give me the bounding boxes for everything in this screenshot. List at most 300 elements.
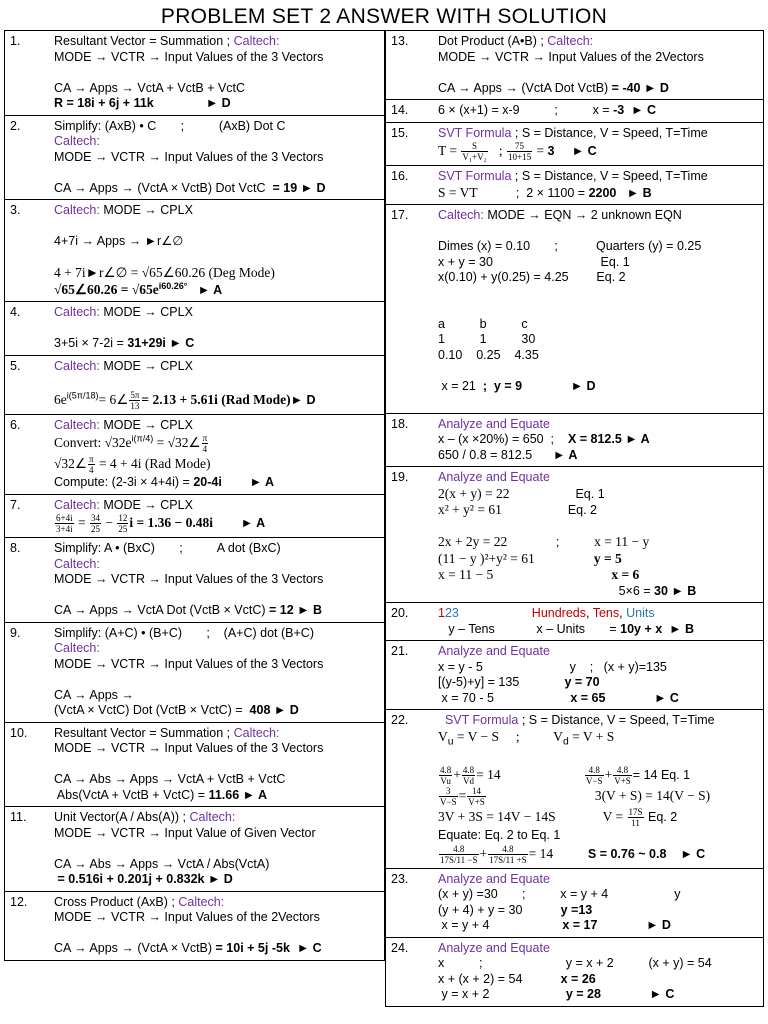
text-segment: MODE → CPLX xyxy=(99,358,193,373)
solution-line xyxy=(438,903,759,919)
text-segment: CA → Apps → VctA Dot (VctB × VctC) xyxy=(54,603,270,617)
text-segment: CA → Apps → (VctA × VctB) xyxy=(54,941,216,955)
solution-line xyxy=(54,359,380,375)
numerator: 4.8 xyxy=(462,765,475,775)
solution-line xyxy=(54,657,380,673)
text-segment: 2 xyxy=(444,606,452,620)
solution-body xyxy=(386,31,763,99)
problem-20 xyxy=(386,603,763,641)
solution-body xyxy=(386,414,763,467)
text-segment: = √32∠ xyxy=(153,434,201,450)
text-segment: √32∠ xyxy=(54,455,88,471)
solution-line xyxy=(54,726,380,742)
solution-line xyxy=(438,270,759,286)
solution-line xyxy=(54,872,380,888)
solution-line xyxy=(438,534,759,551)
text-segment: 30 ► B xyxy=(654,583,697,598)
text-segment: = 0.516i + 0.201j + 0.832k ► D xyxy=(54,872,233,886)
text-segment: MODE → VCTR → Input Values of the 3 Vectors xyxy=(54,572,324,586)
solution-line xyxy=(438,239,759,255)
problem-number: 15. xyxy=(391,125,409,140)
solution-line xyxy=(438,807,759,828)
numerator: 4.8 xyxy=(585,765,604,776)
denominator: Vd xyxy=(463,776,474,786)
problem-10 xyxy=(5,723,384,808)
solution-body xyxy=(5,302,384,355)
solution-line xyxy=(438,169,759,185)
solution-line xyxy=(54,626,380,642)
text-segment: MODE → VCTR → Input Value of Given Vector xyxy=(54,825,316,840)
solution-line xyxy=(54,603,380,619)
solution-line xyxy=(438,622,759,638)
text-segment: x = y + 4 xyxy=(438,918,563,932)
solution-line xyxy=(54,305,380,321)
problem-number: 13. xyxy=(391,34,409,48)
method-label: Analyze and Equate xyxy=(438,470,550,484)
text-segment: , xyxy=(619,606,627,620)
text-segment: 408 ► D xyxy=(249,703,299,717)
text-segment: T = xyxy=(438,142,461,158)
denominator: 3+4i xyxy=(56,524,73,534)
solution-line xyxy=(54,265,380,282)
text-segment: i = 1.36 − 0.48i xyxy=(129,514,213,530)
text-segment: x(0.10) + y(0.25) = 4.25 Eq. 2 xyxy=(438,270,626,284)
text-segment: Dot Product (A•B) ; xyxy=(438,34,548,48)
fraction xyxy=(439,844,479,865)
text-segment: = xyxy=(533,142,548,158)
numerator: 6+4i xyxy=(56,513,73,523)
solution-line xyxy=(438,255,759,271)
method-label: Caltech: xyxy=(438,208,484,222)
solution-line xyxy=(438,224,759,240)
solution-line xyxy=(438,729,759,750)
text-segment: CA → Abs → Apps → VctA + VctB + VctC xyxy=(54,772,286,786)
problem-5 xyxy=(5,356,384,415)
problem-number: 5. xyxy=(10,358,21,373)
denominator: 25 xyxy=(90,524,100,534)
text-segment: a b c xyxy=(438,316,528,331)
solution-line xyxy=(438,567,759,584)
problem-14 xyxy=(386,100,763,123)
text-segment: y – Tens x – Units = xyxy=(438,621,621,636)
problem-15 xyxy=(386,123,763,167)
problem-number: 3. xyxy=(10,203,21,217)
denominator: 17S/11 −S xyxy=(440,854,478,865)
text-segment: Convert: √32e xyxy=(54,434,132,450)
solution-line xyxy=(438,317,759,333)
problem-number: 16. xyxy=(391,169,409,183)
method-label: Caltech: xyxy=(233,725,280,740)
solution-line xyxy=(54,572,380,588)
solution-body xyxy=(5,200,384,301)
text-segment xyxy=(501,768,584,782)
problem-number: 10. xyxy=(10,725,28,740)
text-segment: ► D xyxy=(153,96,231,110)
solution-line xyxy=(438,765,759,786)
fraction xyxy=(202,433,209,454)
solution-line xyxy=(54,150,380,166)
text-segment: u xyxy=(447,736,454,747)
solution-line xyxy=(438,208,759,224)
solution-body xyxy=(5,116,384,200)
text-segment: 3(V + S) = 14(V − S) xyxy=(486,787,711,803)
text-segment xyxy=(459,606,532,620)
solution-line xyxy=(438,185,759,202)
text-segment: Hundreds xyxy=(531,606,586,620)
text-segment: ; S = Distance, V = Speed, T=Time xyxy=(511,125,708,140)
solution-line xyxy=(438,379,759,395)
text-segment: ► C xyxy=(600,987,675,1001)
numerator: 17S xyxy=(628,807,643,817)
problem-number: 20. xyxy=(391,606,409,620)
problem-24 xyxy=(386,938,763,1006)
solution-line xyxy=(438,417,759,433)
fraction xyxy=(55,513,74,534)
numerator: 4.8 xyxy=(488,844,528,855)
text-segment: ► A xyxy=(187,282,223,297)
solution-line xyxy=(54,165,380,181)
method-label: Caltech: xyxy=(54,358,100,373)
right-column xyxy=(385,30,764,1007)
method-label: Analyze and Equate xyxy=(438,871,550,886)
text-segment: 10y + x ► B xyxy=(620,621,695,636)
problem-number: 9. xyxy=(10,625,21,640)
solution-line xyxy=(54,926,380,942)
text-segment: 3 xyxy=(451,606,459,620)
solution-line xyxy=(54,688,380,704)
solution-body xyxy=(386,938,763,1006)
fraction xyxy=(117,513,128,534)
method-label: SVT Formula xyxy=(438,125,512,140)
problem-21 xyxy=(386,641,763,710)
text-segment: (y + 4) + y = 30 xyxy=(438,902,561,917)
text-segment: + xyxy=(479,845,488,861)
text-segment: MODE → VCTR → Input Values of the 2Vectors xyxy=(54,910,320,924)
text-segment: (11 − y )²+y² = 61 xyxy=(438,550,535,566)
problem-11 xyxy=(5,807,384,892)
solution-line xyxy=(54,134,380,150)
text-segment: ; y = 9 xyxy=(482,378,523,393)
text-segment: V = xyxy=(555,808,627,824)
problem-7 xyxy=(5,495,384,539)
text-segment: S = 0.76 ~ 0.8 ► C xyxy=(587,846,706,861)
denominator: 10+15 xyxy=(508,152,532,162)
text-segment: ► C xyxy=(605,690,679,705)
solution-body xyxy=(386,123,763,166)
denominator: 25 xyxy=(118,524,128,534)
text-segment xyxy=(535,552,594,566)
text-segment: x = 70 - 5 xyxy=(438,690,571,705)
solution-line xyxy=(54,181,380,197)
text-segment: Resultant Vector = Summation ; xyxy=(54,725,234,740)
text-segment: ; xyxy=(507,535,595,549)
solution-line xyxy=(54,50,380,66)
text-segment: 1 1 30 xyxy=(438,332,536,346)
text-segment: 0.10 0.25 4.35 xyxy=(438,347,539,362)
fraction xyxy=(628,807,644,828)
text-segment: Dimes (x) = 0.10 ; Quarters (y) = 0.25 xyxy=(438,239,702,253)
numerator: π xyxy=(89,454,94,464)
method-label: Caltech: xyxy=(178,894,225,909)
solution-line xyxy=(438,786,759,807)
text-segment: ► D xyxy=(522,378,596,393)
text-segment: Abs(VctA + VctB + VctC) = xyxy=(54,787,209,802)
text-segment: d xyxy=(562,736,569,747)
solution-line xyxy=(54,234,380,250)
numerator: 14 xyxy=(467,786,486,797)
solution-line xyxy=(438,750,759,766)
text-segment: ; S = Distance, V = Speed, T=Time xyxy=(518,713,715,727)
text-segment: -3 ► C xyxy=(613,103,656,117)
text-segment: + xyxy=(604,766,613,782)
text-segment: 1 xyxy=(438,606,445,620)
fraction xyxy=(585,765,604,786)
text-segment: y =13 xyxy=(560,902,593,917)
text-segment: X = 812.5 ► A xyxy=(567,432,650,446)
problem-number: 1. xyxy=(10,34,21,48)
problem-number: 22. xyxy=(391,713,409,727)
text-segment: ► D xyxy=(597,918,671,932)
solution-body xyxy=(386,100,763,122)
text-segment: ► A xyxy=(553,447,578,462)
text-segment: ; 2 × 1100 = xyxy=(477,185,589,200)
text-segment: x² + y² = 61 xyxy=(438,502,502,517)
text-segment: MODE → VCTR → Input Values of the 3 Vectors xyxy=(54,49,324,64)
text-segment: MODE → VCTR → Input Values of the 3 Vectors xyxy=(54,741,324,755)
text-segment: x + (x + 2) = 54 xyxy=(438,971,561,986)
solution-line xyxy=(54,390,380,411)
denominator: 11 xyxy=(631,818,640,828)
text-segment: = 14 xyxy=(528,845,554,861)
text-segment: = 6∠ xyxy=(98,391,129,407)
method-label: SVT Formula xyxy=(438,169,512,183)
text-segment: Compute: (2-3i × 4+4i) = xyxy=(54,475,194,489)
text-segment: Resultant Vector = Summation ; xyxy=(54,34,234,48)
denominator: 17S/11 +S xyxy=(489,854,527,865)
method-label: Caltech: xyxy=(547,34,594,48)
solution-line xyxy=(54,741,380,757)
method-label: Caltech: xyxy=(54,305,100,319)
text-segment: 11.66 ► A xyxy=(208,787,268,802)
text-segment: = 10i + 5j -5k ► C xyxy=(215,941,322,955)
solution-line xyxy=(54,810,380,826)
problem-4 xyxy=(5,302,384,356)
text-segment: MODE → CPLX xyxy=(99,305,193,319)
text-segment: = 2.13 + 5.61i (Rad Mode) xyxy=(141,391,291,407)
solution-line xyxy=(54,857,380,873)
text-segment: ► D xyxy=(290,392,316,407)
problem-number: 17. xyxy=(391,208,409,222)
fraction xyxy=(129,390,140,411)
text-segment: S = VT xyxy=(438,184,478,200)
solution-body xyxy=(386,603,763,640)
method-label: SVT Formula xyxy=(438,713,519,727)
solution-line xyxy=(438,691,759,707)
text-segment: CA → Apps → xyxy=(54,687,134,702)
solution-line xyxy=(438,872,759,888)
denominator: V+S xyxy=(468,797,485,807)
solution-body xyxy=(386,205,763,413)
numerator: 12 xyxy=(118,513,128,523)
fraction xyxy=(613,765,632,786)
fraction xyxy=(461,141,487,162)
text-segment: = 12 ► B xyxy=(269,603,323,617)
text-segment: x = 11 − y xyxy=(594,534,650,549)
problem-12 xyxy=(5,892,384,960)
solution-line xyxy=(438,918,759,934)
solution-body xyxy=(386,710,763,868)
solution-line xyxy=(438,394,759,410)
text-segment: x = 26 xyxy=(560,971,596,986)
text-segment: 4+7i → Apps → ►r∠∅ xyxy=(54,234,184,248)
method-label: Caltech: xyxy=(54,203,100,217)
solution-body xyxy=(5,31,384,115)
text-segment: 650 / 0.8 = 812.5 xyxy=(438,447,554,462)
solution-line xyxy=(54,672,380,688)
method-label: Analyze and Equate xyxy=(438,940,550,955)
fraction xyxy=(439,765,452,786)
solution-line xyxy=(438,887,759,903)
solution-line xyxy=(54,282,380,299)
text-segment: CA → Apps → (VctA Dot VctB) xyxy=(438,80,612,95)
text-segment: x – (x ×20%) = 650 ; xyxy=(438,432,568,446)
text-segment: 20-4i xyxy=(193,475,222,489)
text-segment: = 14 xyxy=(476,766,501,782)
text-segment: x ; y = x + 2 (x + y) = 54 xyxy=(438,956,712,970)
solution-line xyxy=(438,660,759,676)
solution-line xyxy=(438,363,759,379)
method-label: Caltech: xyxy=(189,810,236,824)
solution-line xyxy=(438,502,759,519)
solution-line xyxy=(438,956,759,972)
denominator: Vu xyxy=(440,776,451,786)
problem-2 xyxy=(5,116,384,201)
problem-9 xyxy=(5,623,384,723)
problem-number: 24. xyxy=(391,940,409,955)
text-segment: Tens xyxy=(592,606,620,620)
text-segment: MODE → VCTR → Input Values of the 3 Vectors xyxy=(54,656,324,671)
solution-body xyxy=(386,166,763,204)
solution-body xyxy=(5,623,384,722)
text-segment: 3 xyxy=(547,143,555,158)
text-segment: x = y - 5 y ; (x + y)=135 xyxy=(438,659,667,674)
text-segment: ► A xyxy=(221,475,275,489)
text-segment: , xyxy=(586,606,593,620)
fraction xyxy=(90,513,101,534)
solution-line xyxy=(438,941,759,957)
solution-line xyxy=(438,584,759,600)
numerator: 4.8 xyxy=(440,765,452,775)
solution-line xyxy=(54,374,380,390)
solution-line xyxy=(54,433,380,454)
text-segment: x + y = 30 Eq. 1 xyxy=(438,254,630,269)
solution-line xyxy=(438,50,759,66)
solution-line xyxy=(438,844,759,865)
denominator: 4 xyxy=(202,444,208,454)
method-label: Caltech: xyxy=(233,34,280,48)
text-segment: (x + y) =30 ; x = y + 4 y xyxy=(438,887,681,901)
text-segment: Simplify: (A+C) • (B+C) ; (A+C) dot (B+C) xyxy=(54,625,314,640)
solution-line xyxy=(438,126,759,142)
problem-23 xyxy=(386,869,763,938)
solution-line xyxy=(438,286,759,302)
solution-body xyxy=(5,495,384,538)
method-label: Analyze and Equate xyxy=(438,416,550,431)
solution-line xyxy=(54,757,380,773)
problem-number: 19. xyxy=(391,470,409,484)
solution-line xyxy=(438,987,759,1003)
text-segment: = -40 ► D xyxy=(611,80,669,95)
solution-line xyxy=(54,321,380,337)
solution-line xyxy=(438,34,759,50)
text-segment: Eq. 1 xyxy=(509,486,605,501)
text-segment: Cross Product (AxB) ; xyxy=(54,894,179,909)
denominator: V₁+V₂ xyxy=(462,152,487,162)
denominator: 4 xyxy=(89,465,94,475)
method-label: Caltech: xyxy=(54,497,100,512)
method-label: Analyze and Equate xyxy=(438,644,550,658)
text-segment: Simplify: A • (BxC) ; A dot (BxC) xyxy=(54,541,281,555)
numerator: 4.8 xyxy=(439,844,479,855)
numerator: 5π xyxy=(130,389,140,400)
solution-line xyxy=(438,141,759,162)
solution-line xyxy=(438,675,759,691)
numerator: S xyxy=(461,141,487,152)
text-segment: x = 6 xyxy=(611,567,640,582)
denominator: V−S xyxy=(585,776,603,786)
text-segment: = xyxy=(74,514,89,530)
text-segment: MODE → CPLX xyxy=(99,203,193,217)
text-segment: x = 11 − 5 xyxy=(438,567,494,582)
solution-line xyxy=(54,34,380,50)
text-segment: MODE → EQN → 2 unknown EQN xyxy=(483,208,682,222)
text-segment: MODE → CPLX xyxy=(99,497,193,512)
solution-line xyxy=(54,703,380,719)
solution-line xyxy=(54,96,380,112)
text-segment: Units xyxy=(626,606,655,620)
problem-number: 4. xyxy=(10,305,21,319)
text-segment: ► A xyxy=(212,515,266,530)
solution-line xyxy=(438,301,759,317)
text-segment: x = 17 xyxy=(562,918,598,932)
text-segment: CA → Abs → Apps → VctA / Abs(VctA) xyxy=(54,856,270,871)
text-segment: 2x + 2y = 22 xyxy=(438,534,508,549)
solution-line xyxy=(54,841,380,857)
solution-line xyxy=(54,826,380,842)
text-segment: 5×6 = xyxy=(438,583,655,598)
denominator: 13 xyxy=(130,400,140,411)
text-segment: = V − S ; V xyxy=(453,728,563,744)
text-segment: − xyxy=(101,514,117,530)
text-segment: = 19 ► D xyxy=(272,180,326,195)
text-segment: Unit Vector(A / Abs(A)) ; xyxy=(54,810,190,824)
fraction xyxy=(467,786,486,807)
text-segment: V xyxy=(438,728,448,744)
denominator: V−S xyxy=(440,797,457,807)
text-segment: i(5π/18) xyxy=(66,390,99,401)
solution-line xyxy=(438,432,759,448)
problem-1 xyxy=(5,31,384,116)
text-segment: = V + S xyxy=(568,728,615,744)
text-segment: y = 70 xyxy=(564,675,600,689)
denominator: V+S xyxy=(614,776,631,786)
solution-line xyxy=(438,65,759,81)
text-segment: 6e xyxy=(54,391,67,407)
solution-line xyxy=(438,348,759,364)
problem-16 xyxy=(386,166,763,205)
method-label: Caltech: xyxy=(54,134,100,148)
text-segment: CA → Apps → VctA + VctB + VctC xyxy=(54,80,246,95)
